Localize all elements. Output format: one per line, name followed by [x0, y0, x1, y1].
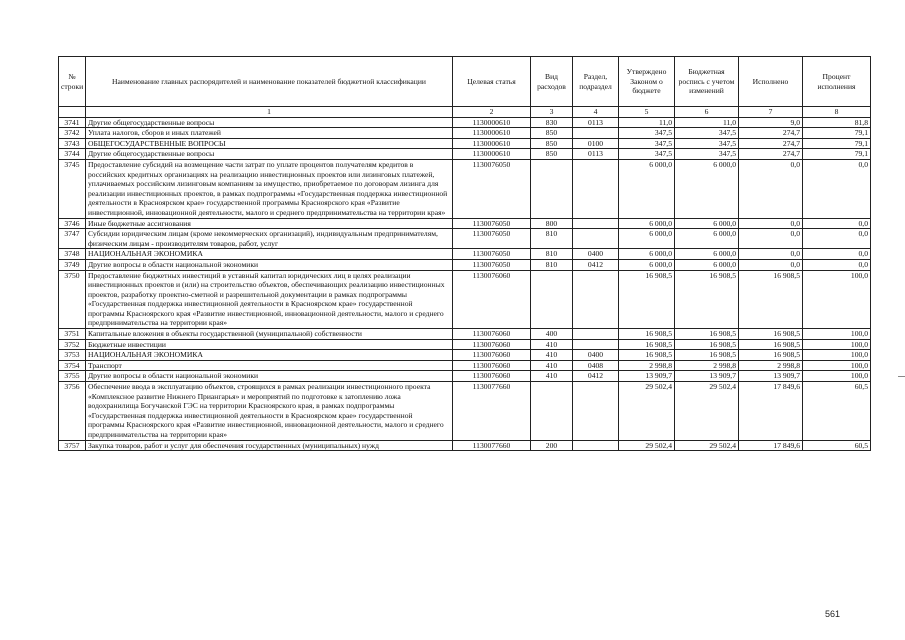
- column-number: 1: [86, 107, 453, 118]
- row-expense-type-cell: 410: [531, 360, 573, 371]
- row-number-cell: 3755: [59, 371, 86, 382]
- row-number-cell: 3744: [59, 149, 86, 160]
- row-section-cell: 0412: [573, 259, 619, 270]
- row-number-cell: 3748: [59, 249, 86, 260]
- row-percent-cell: 100,0: [803, 350, 871, 361]
- row-roster-cell: 16 908,5: [675, 339, 739, 350]
- row-name-cell: Бюджетные инвестиции: [86, 339, 453, 350]
- col-header-row-number: № строки: [59, 57, 86, 107]
- table-row: [59, 360, 871, 371]
- row-expense-type-cell: 400: [531, 329, 573, 340]
- row-expense-type-cell: 850: [531, 138, 573, 149]
- row-section-cell: [573, 229, 619, 249]
- row-expense-type-cell: [531, 270, 573, 329]
- row-expense-type-cell: [531, 159, 573, 218]
- table-row: [59, 149, 871, 160]
- budget-table: [58, 56, 871, 451]
- row-roster-cell: 29 502,4: [675, 440, 739, 451]
- col-header-budget-roster: Бюджетная роспись с учетом изменений: [675, 57, 739, 107]
- row-name-cell: НАЦИОНАЛЬНАЯ ЭКОНОМИКА: [86, 350, 453, 361]
- row-approved-cell: 29 502,4: [619, 382, 675, 441]
- row-executed-cell: 0,0: [739, 159, 803, 218]
- row-percent-cell: 100,0: [803, 270, 871, 329]
- row-percent-cell: 0,0: [803, 259, 871, 270]
- row-roster-cell: 11,0: [675, 117, 739, 128]
- column-number: 6: [675, 107, 739, 118]
- column-number: 3: [531, 107, 573, 118]
- row-executed-cell: 16 908,5: [739, 329, 803, 340]
- row-name-cell: Другие общегосударственные вопросы: [86, 149, 453, 160]
- row-percent-cell: 60,5: [803, 382, 871, 441]
- row-name-cell: Закупка товаров, работ и услуг для обеспечения государственных (муниципальных) нужд: [86, 440, 453, 451]
- row-approved-cell: 347,5: [619, 138, 675, 149]
- row-executed-cell: 274,7: [739, 138, 803, 149]
- row-roster-cell: 347,5: [675, 149, 739, 160]
- row-expense-type-cell: 410: [531, 339, 573, 350]
- table-row: [59, 259, 871, 270]
- row-executed-cell: 2 998,8: [739, 360, 803, 371]
- row-target-article-cell: 1130076050: [453, 229, 531, 249]
- row-section-cell: [573, 159, 619, 218]
- row-name-cell: Предоставление бюджетных инвестиций в уставный капитал юридических лиц в целях реализации инвестиционных проектов и (или) на строительство объектов, обеспечивающих реализацию инвестиционных проектов, разработку проектно-сметной и разрешительной документации в рамках подпрограммы «Государственная поддержка инвестиционной деятельности в Красноярском крае» государственной программы Красноярского края «Развитие инвестиционной, инновационной деятельности, малого и среднего предпринимательства на территории края»: [86, 270, 453, 329]
- row-executed-cell: 274,7: [739, 149, 803, 160]
- row-name-cell: НАЦИОНАЛЬНАЯ ЭКОНОМИКА: [86, 249, 453, 260]
- column-number: 4: [573, 107, 619, 118]
- row-roster-cell: 347,5: [675, 138, 739, 149]
- row-roster-cell: 6 000,0: [675, 259, 739, 270]
- row-approved-cell: 16 908,5: [619, 329, 675, 340]
- row-roster-cell: 6 000,0: [675, 218, 739, 229]
- row-executed-cell: 9,0: [739, 117, 803, 128]
- row-target-article-cell: 1130076060: [453, 371, 531, 382]
- table-row: [59, 440, 871, 451]
- row-section-cell: [573, 382, 619, 441]
- row-percent-cell: 0,0: [803, 218, 871, 229]
- row-target-article-cell: 1130076060: [453, 350, 531, 361]
- row-target-article-cell: 1130076060: [453, 360, 531, 371]
- row-expense-type-cell: 810: [531, 229, 573, 249]
- col-header-target-article: Целевая статья: [453, 57, 531, 107]
- table-body: [59, 117, 871, 451]
- row-executed-cell: 16 908,5: [739, 339, 803, 350]
- row-number-cell: 3757: [59, 440, 86, 451]
- row-target-article-cell: 1130077660: [453, 382, 531, 441]
- row-percent-cell: 0,0: [803, 159, 871, 218]
- table-row: [59, 138, 871, 149]
- row-expense-type-cell: [531, 382, 573, 441]
- row-name-cell: ОБЩЕГОСУДАРСТВЕННЫЕ ВОПРОСЫ: [86, 138, 453, 149]
- row-number-cell: 3741: [59, 117, 86, 128]
- table-row: [59, 270, 871, 329]
- row-roster-cell: 6 000,0: [675, 229, 739, 249]
- row-number-cell: 3746: [59, 218, 86, 229]
- row-section-cell: 0408: [573, 360, 619, 371]
- row-approved-cell: 6 000,0: [619, 218, 675, 229]
- column-number: 8: [803, 107, 871, 118]
- row-percent-cell: 79,1: [803, 128, 871, 139]
- table-row: [59, 329, 871, 340]
- row-number-cell: 3749: [59, 259, 86, 270]
- row-approved-cell: 16 908,5: [619, 350, 675, 361]
- row-expense-type-cell: 810: [531, 259, 573, 270]
- row-section-cell: [573, 339, 619, 350]
- col-header-section: Раздел, подраздел: [573, 57, 619, 107]
- row-percent-cell: 100,0: [803, 371, 871, 382]
- row-expense-type-cell: 800: [531, 218, 573, 229]
- column-number: 5: [619, 107, 675, 118]
- row-target-article-cell: 1130076050: [453, 249, 531, 260]
- row-approved-cell: 13 909,7: [619, 371, 675, 382]
- row-executed-cell: 0,0: [739, 229, 803, 249]
- row-approved-cell: 16 908,5: [619, 339, 675, 350]
- row-roster-cell: 13 909,7: [675, 371, 739, 382]
- row-executed-cell: 16 908,5: [739, 350, 803, 361]
- row-executed-cell: 274,7: [739, 128, 803, 139]
- row-percent-cell: 100,0: [803, 329, 871, 340]
- col-header-name: Наименование главных распорядителей и наименование показателей бюджетной классификации: [86, 57, 453, 107]
- row-percent-cell: 0,0: [803, 229, 871, 249]
- row-target-article-cell: 1130000610: [453, 149, 531, 160]
- row-roster-cell: 6 000,0: [675, 159, 739, 218]
- row-approved-cell: 2 998,8: [619, 360, 675, 371]
- table-row: [59, 229, 871, 249]
- row-name-cell: Другие вопросы в области национальной экономики: [86, 371, 453, 382]
- row-target-article-cell: 1130076060: [453, 270, 531, 329]
- col-header-percent: Процент исполнения: [803, 57, 871, 107]
- row-approved-cell: 11,0: [619, 117, 675, 128]
- column-number-blank: [59, 107, 86, 118]
- row-percent-cell: 0,0: [803, 249, 871, 260]
- row-section-cell: 0113: [573, 117, 619, 128]
- row-number-cell: 3756: [59, 382, 86, 441]
- table-row: [59, 117, 871, 128]
- row-name-cell: Другие вопросы в области национальной экономики: [86, 259, 453, 270]
- row-number-cell: 3751: [59, 329, 86, 340]
- row-number-cell: 3754: [59, 360, 86, 371]
- row-executed-cell: 17 849,6: [739, 382, 803, 441]
- row-roster-cell: 2 998,8: [675, 360, 739, 371]
- row-name-cell: Обеспечение ввода в эксплуатацию объектов, строящихся в рамках реализации инвестиционного проекта «Комплексное развитие Нижнего Приангарья» и мероприятий по подготовке к затоплению ложа водохранилища Богучанской ГЭС на территории Красноярского края, в рамках подпрограммы «Государственная поддержка инвестиционной деятельности в Красноярском крае» государственной программы Красноярского края «Развитие инвестиционной, инновационной деятельности, малого и среднего предпринимательства на территории края»: [86, 382, 453, 441]
- row-percent-cell: 60,5: [803, 440, 871, 451]
- row-executed-cell: 0,0: [739, 218, 803, 229]
- row-target-article-cell: 1130000610: [453, 128, 531, 139]
- row-percent-cell: 81,8: [803, 117, 871, 128]
- row-approved-cell: 6 000,0: [619, 259, 675, 270]
- table-row: [59, 339, 871, 350]
- row-roster-cell: 347,5: [675, 128, 739, 139]
- budget-document: [58, 56, 870, 451]
- row-roster-cell: 16 908,5: [675, 270, 739, 329]
- row-executed-cell: 0,0: [739, 259, 803, 270]
- row-target-article-cell: 1130076050: [453, 159, 531, 218]
- margin-mark: [898, 376, 905, 377]
- row-name-cell: Уплата налогов, сборов и иных платежей: [86, 128, 453, 139]
- row-expense-type-cell: 200: [531, 440, 573, 451]
- row-section-cell: 0100: [573, 138, 619, 149]
- table-row: [59, 218, 871, 229]
- row-expense-type-cell: 810: [531, 249, 573, 260]
- row-number-cell: 3745: [59, 159, 86, 218]
- page-number: 561: [825, 609, 841, 619]
- table-row: [59, 249, 871, 260]
- row-approved-cell: 6 000,0: [619, 229, 675, 249]
- row-target-article-cell: 1130000610: [453, 117, 531, 128]
- table-row: [59, 382, 871, 441]
- row-expense-type-cell: 410: [531, 371, 573, 382]
- row-section-cell: 0412: [573, 371, 619, 382]
- row-target-article-cell: 1130077660: [453, 440, 531, 451]
- row-name-cell: Капитальные вложения в объекты государственной (муниципальной) собственности: [86, 329, 453, 340]
- row-approved-cell: 347,5: [619, 128, 675, 139]
- row-target-article-cell: 1130076050: [453, 218, 531, 229]
- row-target-article-cell: 1130000610: [453, 138, 531, 149]
- row-target-article-cell: 1130076060: [453, 329, 531, 340]
- row-expense-type-cell: 850: [531, 149, 573, 160]
- row-approved-cell: 16 908,5: [619, 270, 675, 329]
- row-section-cell: [573, 270, 619, 329]
- row-expense-type-cell: 850: [531, 128, 573, 139]
- row-expense-type-cell: 410: [531, 350, 573, 361]
- row-section-cell: [573, 218, 619, 229]
- row-section-cell: 0400: [573, 350, 619, 361]
- row-roster-cell: 16 908,5: [675, 350, 739, 361]
- row-number-cell: 3750: [59, 270, 86, 329]
- row-number-cell: 3752: [59, 339, 86, 350]
- row-roster-cell: 29 502,4: [675, 382, 739, 441]
- row-percent-cell: 100,0: [803, 339, 871, 350]
- row-name-cell: Транспорт: [86, 360, 453, 371]
- column-number: 7: [739, 107, 803, 118]
- row-executed-cell: 16 908,5: [739, 270, 803, 329]
- column-number: 2: [453, 107, 531, 118]
- row-name-cell: Субсидии юридическим лицам (кроме некоммерческих организаций), индивидуальным предпринимателям, физическим лицам - производителям товаров, работ, услуг: [86, 229, 453, 249]
- row-section-cell: 0400: [573, 249, 619, 260]
- column-number-row: [59, 107, 871, 118]
- row-number-cell: 3753: [59, 350, 86, 361]
- row-percent-cell: 100,0: [803, 360, 871, 371]
- row-approved-cell: 347,5: [619, 149, 675, 160]
- row-number-cell: 3747: [59, 229, 86, 249]
- row-approved-cell: 6 000,0: [619, 159, 675, 218]
- row-section-cell: 0113: [573, 149, 619, 160]
- row-percent-cell: 79,1: [803, 138, 871, 149]
- row-section-cell: [573, 329, 619, 340]
- table-row: [59, 159, 871, 218]
- row-name-cell: Предоставление субсидий на возмещение части затрат по уплате процентов получателям кредитов в российских кредитных организациях на реализацию инвестиционных проектов или лизинговых платежей, уплачиваемых российским лизинговым компаниям за имущество, приобретаемое по договорам лизинга для реализации инвестиционных проектов, в рамках подпрограммы «Государственная поддержка инвестиционной деятельности в Красноярском крае» государственной программы Красноярского края «Развитие инвестиционной, инновационной деятельности, малого и среднего предпринимательства на территории края»: [86, 159, 453, 218]
- table-row: [59, 371, 871, 382]
- row-section-cell: [573, 128, 619, 139]
- row-number-cell: 3742: [59, 128, 86, 139]
- col-header-executed: Исполнено: [739, 57, 803, 107]
- col-header-expense-type: Вид расходов: [531, 57, 573, 107]
- row-expense-type-cell: 830: [531, 117, 573, 128]
- row-percent-cell: 79,1: [803, 149, 871, 160]
- row-target-article-cell: 1130076060: [453, 339, 531, 350]
- row-approved-cell: 29 502,4: [619, 440, 675, 451]
- row-section-cell: [573, 440, 619, 451]
- row-approved-cell: 6 000,0: [619, 249, 675, 260]
- table-header-row: [59, 57, 871, 107]
- row-roster-cell: 16 908,5: [675, 329, 739, 340]
- col-header-approved: Утверждено Законом о бюджете: [619, 57, 675, 107]
- row-number-cell: 3743: [59, 138, 86, 149]
- row-roster-cell: 6 000,0: [675, 249, 739, 260]
- table-row: [59, 128, 871, 139]
- table-row: [59, 350, 871, 361]
- row-executed-cell: 13 909,7: [739, 371, 803, 382]
- row-executed-cell: 0,0: [739, 249, 803, 260]
- row-executed-cell: 17 849,6: [739, 440, 803, 451]
- row-target-article-cell: 1130076050: [453, 259, 531, 270]
- row-name-cell: Иные бюджетные ассигнования: [86, 218, 453, 229]
- row-name-cell: Другие общегосударственные вопросы: [86, 117, 453, 128]
